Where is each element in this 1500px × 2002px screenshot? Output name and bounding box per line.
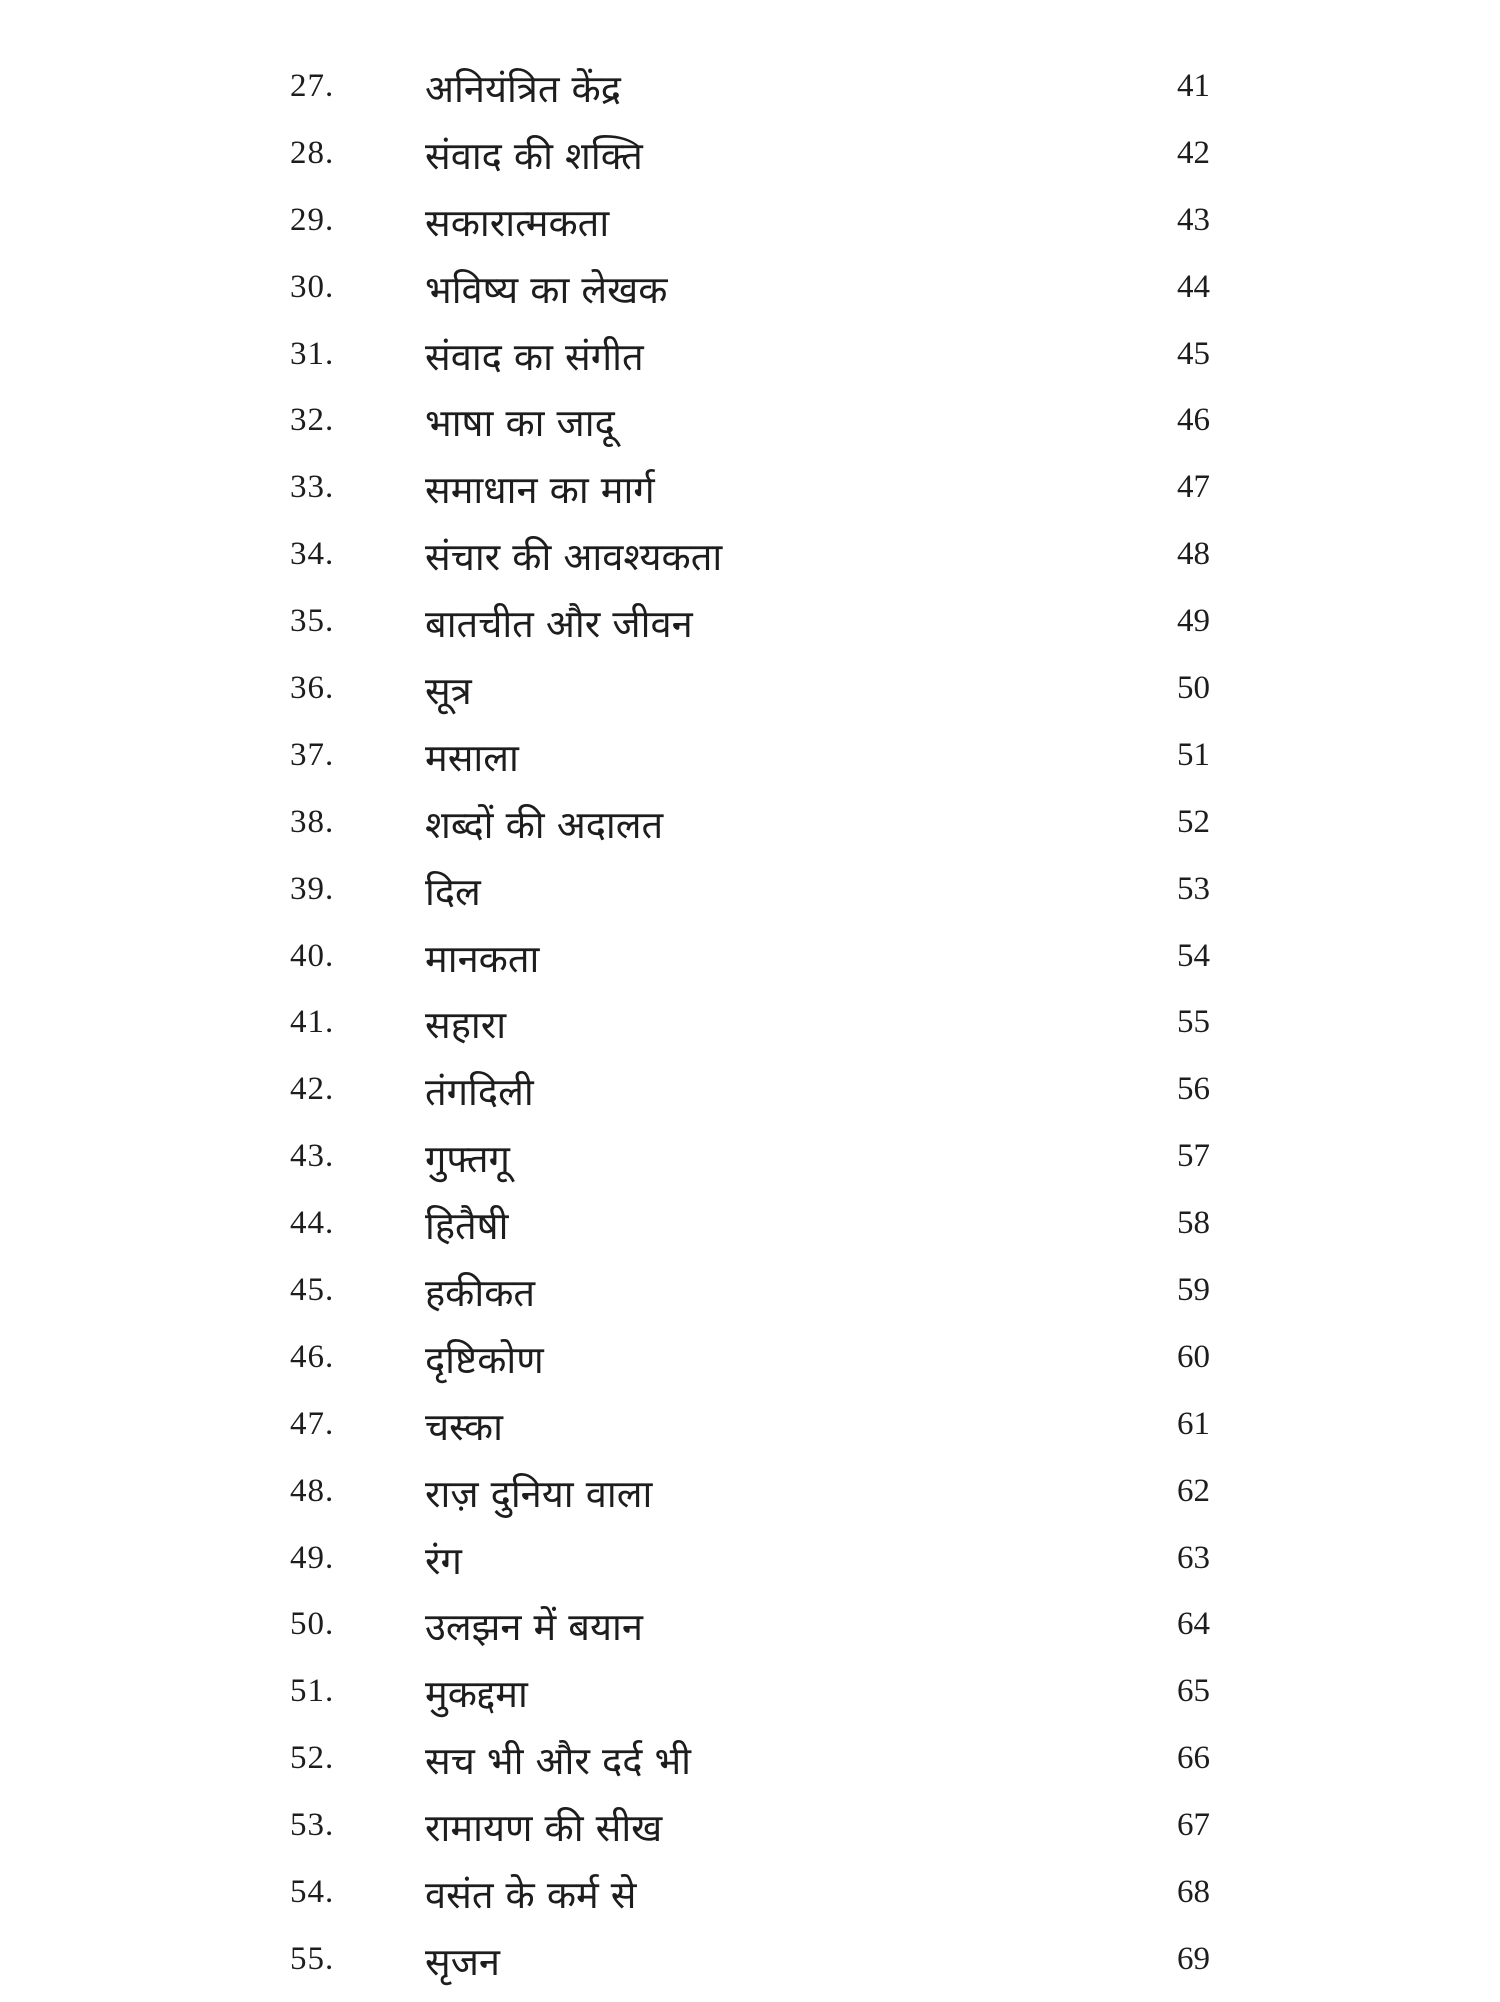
entry-number: 30. xyxy=(290,268,335,305)
toc-entry xyxy=(0,798,1500,865)
entry-page-number: 65 xyxy=(1177,1673,1210,1710)
toc-entry xyxy=(0,1467,1500,1534)
toc-entry xyxy=(0,998,1500,1065)
entry-title: सृजन xyxy=(425,1939,500,1984)
toc-entry xyxy=(0,196,1500,263)
entry-title: हितैषी xyxy=(425,1204,509,1249)
entry-title: भविष्य का लेखक xyxy=(425,267,668,312)
entry-title: सूत्र xyxy=(425,669,472,714)
entry-page-number: 41 xyxy=(1177,68,1210,104)
toc-entry xyxy=(0,1734,1500,1801)
toc-entry xyxy=(0,597,1500,664)
entry-title: सकारात्मकता xyxy=(425,200,610,245)
toc-entry xyxy=(0,1400,1500,1467)
toc-entry xyxy=(0,463,1500,530)
entry-number: 52. xyxy=(290,1740,335,1777)
entry-title: मानकता xyxy=(425,936,540,981)
entry-page-number: 53 xyxy=(1177,870,1210,907)
entry-number: 41. xyxy=(290,1004,335,1041)
toc-entry xyxy=(0,1266,1500,1333)
entry-number: 54. xyxy=(290,1874,335,1911)
entry-number: 47. xyxy=(290,1405,335,1442)
entry-page-number: 57 xyxy=(1177,1138,1210,1175)
toc-entry xyxy=(0,1132,1500,1199)
toc-entry xyxy=(0,1534,1500,1601)
entry-number: 42. xyxy=(290,1071,335,1108)
toc-entry xyxy=(0,330,1500,397)
entry-page-number: 66 xyxy=(1177,1740,1210,1777)
entry-page-number: 52 xyxy=(1177,803,1210,840)
entry-page-number: 42 xyxy=(1177,134,1210,171)
toc-entry xyxy=(0,1333,1500,1400)
entry-title: संवाद का संगीत xyxy=(425,334,644,379)
entry-page-number: 48 xyxy=(1177,536,1210,573)
entry-page-number: 50 xyxy=(1177,670,1210,707)
toc-entry xyxy=(0,1199,1500,1266)
entry-number: 55. xyxy=(290,1940,335,1977)
entry-number: 40. xyxy=(290,937,335,974)
entry-number: 31. xyxy=(290,335,335,372)
entry-page-number: 43 xyxy=(1177,201,1210,238)
toc-entry xyxy=(0,263,1500,330)
entry-title: दिल xyxy=(425,869,481,914)
entry-number: 50. xyxy=(290,1606,335,1643)
entry-page-number: 47 xyxy=(1177,469,1210,506)
toc-entry xyxy=(0,932,1500,999)
entry-title: सच भी और दर्द भी xyxy=(425,1739,692,1784)
entry-number: 49. xyxy=(290,1539,335,1576)
entry-page-number: 62 xyxy=(1177,1472,1210,1509)
entry-number: 29. xyxy=(290,201,335,238)
toc-list xyxy=(0,62,1500,2002)
entry-title: राज़ दुनिया वाला xyxy=(425,1471,653,1516)
entry-page-number: 67 xyxy=(1177,1807,1210,1844)
entry-page-number: 60 xyxy=(1177,1338,1210,1375)
entry-page-number: 68 xyxy=(1177,1874,1210,1911)
entry-page-number: 63 xyxy=(1177,1539,1210,1576)
entry-number: 28. xyxy=(290,134,335,171)
entry-page-number: 51 xyxy=(1177,736,1210,773)
entry-title: शब्दों की अदालत xyxy=(425,802,664,847)
entry-number: 37. xyxy=(290,736,335,773)
entry-number: 39. xyxy=(290,870,335,907)
entry-title: दृष्टिकोण xyxy=(425,1337,544,1382)
entry-title: संवाद की शक्ति xyxy=(425,133,643,178)
entry-number: 43. xyxy=(290,1138,335,1175)
entry-page-number: 46 xyxy=(1177,402,1210,439)
entry-title: रामायण की सीख xyxy=(425,1806,663,1851)
entry-number: 46. xyxy=(290,1338,335,1375)
entry-page-number: 45 xyxy=(1177,335,1210,372)
entry-number: 36. xyxy=(290,670,335,707)
entry-title: मसाला xyxy=(425,735,519,780)
entry-number: 27. xyxy=(290,68,335,104)
entry-title: हकीकत xyxy=(425,1271,536,1316)
entry-page-number: 55 xyxy=(1177,1004,1210,1041)
entry-title: उलझन में बयान xyxy=(425,1605,643,1650)
toc-entry xyxy=(0,731,1500,798)
entry-number: 44. xyxy=(290,1205,335,1242)
toc-entry xyxy=(0,129,1500,196)
toc-entry xyxy=(0,1600,1500,1667)
entry-page-number: 58 xyxy=(1177,1205,1210,1242)
entry-number: 32. xyxy=(290,402,335,439)
entry-number: 38. xyxy=(290,803,335,840)
entry-title: सहारा xyxy=(425,1003,507,1048)
toc-entry xyxy=(0,1868,1500,1935)
entry-title: अनियंत्रित केंद्र xyxy=(425,67,621,111)
entry-title: मुकद्दमा xyxy=(425,1672,528,1717)
entry-page-number: 54 xyxy=(1177,937,1210,974)
toc-entry xyxy=(0,1667,1500,1734)
toc-entry xyxy=(0,530,1500,597)
entry-title: समाधान का मार्ग xyxy=(425,468,655,513)
toc-entry xyxy=(0,62,1500,129)
entry-page-number: 44 xyxy=(1177,268,1210,305)
entry-page-number: 69 xyxy=(1177,1940,1210,1977)
toc-entry xyxy=(0,664,1500,731)
entry-number: 53. xyxy=(290,1807,335,1844)
entry-page-number: 61 xyxy=(1177,1405,1210,1442)
entry-number: 35. xyxy=(290,603,335,640)
entry-number: 51. xyxy=(290,1673,335,1710)
entry-title: वसंत के कर्म से xyxy=(425,1873,637,1918)
entry-page-number: 64 xyxy=(1177,1606,1210,1643)
toc-entry xyxy=(0,865,1500,932)
toc-entry xyxy=(0,1065,1500,1132)
entry-page-number: 59 xyxy=(1177,1272,1210,1309)
entry-number: 34. xyxy=(290,536,335,573)
entry-title: संचार की आवश्यकता xyxy=(425,535,723,580)
toc-entry xyxy=(0,1801,1500,1868)
entry-page-number: 56 xyxy=(1177,1071,1210,1108)
entry-number: 45. xyxy=(290,1272,335,1309)
entry-title: चस्का xyxy=(425,1404,503,1449)
entry-title: रंग xyxy=(425,1538,462,1583)
entry-title: भाषा का जादू xyxy=(425,401,615,446)
toc-entry xyxy=(0,1935,1500,2002)
entry-title: बातचीत और जीवन xyxy=(425,602,693,647)
toc-entry xyxy=(0,396,1500,463)
entry-number: 33. xyxy=(290,469,335,506)
entry-page-number: 49 xyxy=(1177,603,1210,640)
entry-title: तंगदिली xyxy=(425,1070,534,1115)
entry-number: 48. xyxy=(290,1472,335,1509)
entry-title: गुफ्तगू xyxy=(425,1137,510,1182)
